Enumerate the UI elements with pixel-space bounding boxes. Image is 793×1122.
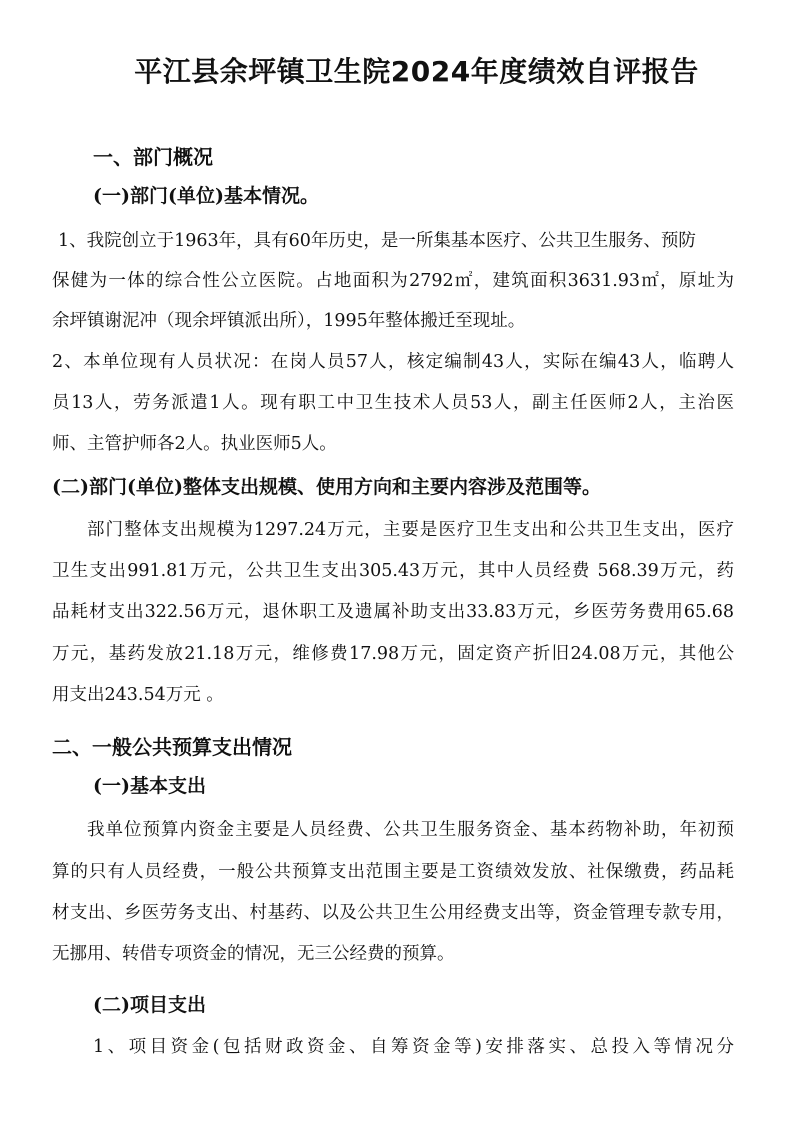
document-title: 平江县余坪镇卫生院2024年度绩效自评报告 (134, 55, 699, 88)
paragraph-line: 1、我院创立于1963年，具有60年历史，是一所集基本医疗、公共卫生服务、预防 (58, 231, 696, 251)
paragraph-line: 员13人，劳务派遣1人。现有职工中卫生技术人员53人，副主任医师2人，主治医 (52, 393, 734, 413)
section-1-sub-1-heading: (一)部门(单位)基本情况。 (93, 185, 319, 207)
paragraph-line: 无挪用、转借专项资金的情况，无三公经费的预算。 (52, 944, 455, 964)
paragraph-line: 1、项目资金(包括财政资金、自筹资金等)安排落实、总投入等情况分 (93, 1037, 734, 1057)
paragraph-line: 余坪镇谢泥冲（现余坪镇派出所），1995年整体搬迁至现址。 (52, 311, 526, 331)
section-2-sub-1-heading: (一)基本支出 (93, 775, 206, 797)
paragraph-line: 万元，基药发放21.18万元，维修费17.98万元，固定资产折旧24.08万元，其他公 (52, 644, 734, 664)
section-1-sub-2-heading: (二)部门(单位)整体支出规模、使用方向和主要内容涉及范围等。 (52, 476, 601, 498)
paragraph-line: 师、主管护师各2人。执业医师5人。 (52, 434, 337, 454)
section-1-heading: 一、部门概况 (93, 145, 213, 169)
paragraph-line: 卫生支出991.81万元，公共卫生支出305.43万元，其中人员经费 568.39万元，药 (52, 561, 734, 581)
paragraph-line: 部门整体支出规模为1297.24万元，主要是医疗卫生支出和公共卫生支出，医疗 (87, 520, 734, 540)
paragraph-line: 2、本单位现有人员状况：在岗人员57人，核定编制43人，实际在编43人，临聘人 (52, 352, 734, 372)
section-2-sub-2-heading: (二)项目支出 (93, 994, 206, 1016)
paragraph-line: 算的只有人员经费，一般公共预算支出范围主要是工资绩效发放、社保缴费，药品耗 (52, 862, 734, 882)
paragraph-line: 保健为一体的综合性公立医院。占地面积为2792㎡，建筑面积3631.93㎡，原址为 (52, 271, 734, 291)
paragraph-line: 品耗材支出322.56万元，退休职工及遗属补助支出33.83万元，乡医劳务费用65.68 (52, 602, 734, 622)
paragraph-line: 用支出243.54万元 。 (52, 685, 224, 705)
paragraph-line: 我单位预算内资金主要是人员经费、公共卫生服务资金、基本药物补助，年初预 (87, 820, 734, 840)
paragraph-line: 材支出、乡医劳务支出、村基药、以及公共卫生公用经费支出等，资金管理专款专用， (52, 903, 734, 923)
section-2-heading: 二、一般公共预算支出情况 (52, 735, 292, 759)
